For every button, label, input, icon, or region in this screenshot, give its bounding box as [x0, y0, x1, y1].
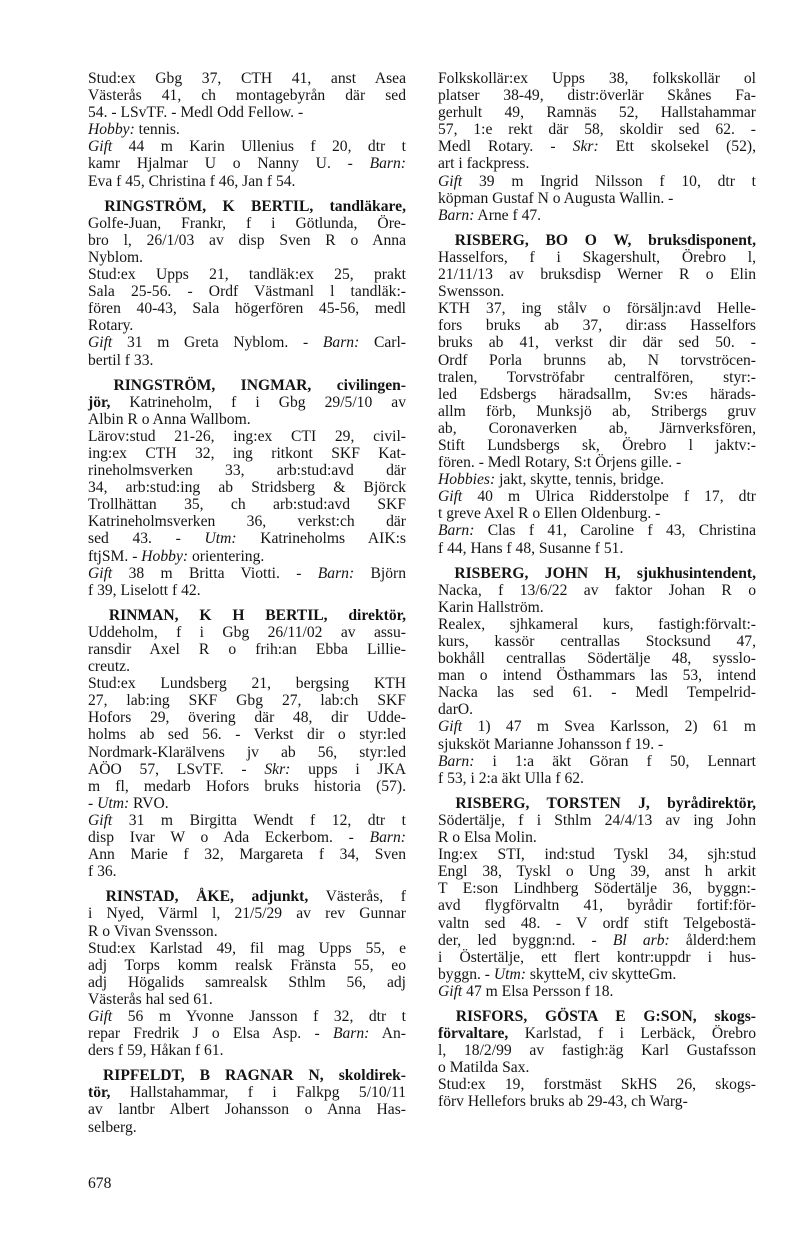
text-line: Nacka las sed 61. - Medl Tempelrid-: [438, 684, 756, 702]
text-line: Stud:ex Lundsberg 21, bergsing KTH: [88, 675, 406, 693]
text-line: t greve Axel R o Ellen Oldenburg. -: [438, 505, 661, 523]
text-line: RINGSTRÖM, K BERTIL, tandläkare,: [104, 197, 406, 215]
text-line: RISBERG, TORSTEN J, byrådirektör,: [455, 794, 756, 812]
text-line: Stud:ex Upps 21, tandläk:ex 25, prakt: [88, 266, 406, 284]
text-line: tralen, Torvströfabr centralfören, styr:-: [438, 368, 756, 386]
text-line: Albin R o Anna Wallbom.: [88, 410, 251, 428]
text-line: ab, Coronaverken ab, Järnverksfören,: [438, 419, 756, 437]
text-line: valtn sed 48. - V ordf stift Telgebostä-: [438, 914, 756, 932]
text-line: Gift 38 m Britta Viotti. - Barn: Björn: [88, 564, 407, 582]
text-line: sed 43. - Utm: Katrineholms AIK:s: [88, 530, 406, 548]
text-line: Karin Hallström.: [438, 598, 544, 616]
text-line: Gift 44 m Karin Ullenius f 20, dtr t: [88, 138, 406, 156]
entry-gap: [438, 557, 756, 565]
text-line: i Nyed, Värml l, 21/5/29 av rev Gunnar: [88, 905, 406, 923]
text-line: R o Elsa Molin.: [438, 829, 537, 847]
text-line: f 36.: [88, 863, 117, 881]
text-line: i Östertälje, ett flert kontr:uppdr i hus-: [438, 948, 756, 966]
text-line: allm förb, Munksjö ab, Stribergs gruv: [438, 402, 756, 420]
text-line: köpman Gustaf N o Augusta Wallin. -: [438, 189, 674, 207]
text-line: Nyblom.: [88, 248, 144, 266]
text-line: creutz.: [88, 658, 130, 676]
text-line: RISFORS, GÖSTA E G:SON, skogs-: [455, 1007, 756, 1025]
text-line: Västerås 41, ch montagebyrån där sed: [88, 87, 406, 105]
text-line: Gift 31 m Birgitta Wendt f 12, dtr t: [88, 811, 406, 829]
text-line: Gift 1) 47 m Svea Karlsson, 2) 61 m: [438, 718, 756, 736]
text-line: Sala 25-56. - Ordf Västmanl l tandläk:-: [88, 283, 406, 301]
text-line: Hobby: tennis.: [88, 121, 180, 139]
text-line: Eva f 45, Christina f 46, Jan f 54.: [88, 172, 296, 190]
text-line: avd flygförvaltn 41, byrådir fortif:för-: [438, 897, 756, 915]
text-line: förv Hellefors bruks ab 29-43, ch Warg-: [438, 1093, 688, 1111]
text-line: fors bruks ab 37, dir:ass Hasselfors: [438, 317, 756, 335]
text-line: AÖO 57, LSvTF. - Skr: upps i JKA: [88, 760, 407, 778]
text-line: RIPFELDT, B RAGNAR N, skoldirek-: [103, 1067, 406, 1085]
text-line: adj Högalids samrealsk Sthlm 56, adj: [88, 973, 406, 991]
text-line: RINGSTRÖM, INGMAR, civilingen-: [113, 376, 406, 394]
text-line: Stud:ex Karlstad 49, fil mag Upps 55, e: [88, 939, 406, 957]
text-line: 27, lab:ing SKF Gbg 27, lab:ch SKF: [88, 692, 406, 710]
left-column: [88, 70, 406, 1136]
text-line: man o intend Östhammars las 53, intend: [438, 667, 756, 685]
text-line: RISBERG, BO O W, bruksdisponent,: [454, 231, 756, 249]
text-line: Barn: Arne f 47.: [438, 206, 542, 224]
text-line: art i fackpress.: [438, 155, 530, 173]
text-line: fören. - Medl Rotary, S:t Örjens gille. -: [438, 454, 682, 472]
text-line: Rotary.: [88, 317, 134, 335]
text-line: f 53, i 2:a äkt Ulla f 62.: [438, 769, 584, 787]
text-line: Ing:ex STI, ind:stud Tyskl 34, sjh:stud: [438, 846, 756, 864]
text-line: platser 38-49, distr:överlär Skånes Fa-: [438, 87, 756, 105]
text-line: o Matilda Sax.: [438, 1059, 530, 1077]
text-line: Folkskollär:ex Upps 38, folkskollär ol: [438, 70, 756, 87]
text-line: ders f 59, Håkan f 61.: [88, 1042, 224, 1060]
text-line: rineholmsverken 33, arb:stud:avd där: [88, 462, 406, 480]
text-line: Gift 40 m Ulrica Ridderstolpe f 17, dtr: [438, 488, 756, 506]
text-line: RISBERG, JOHN H, sjukhusintendent,: [454, 564, 756, 582]
text-line: - Utm: RVO.: [88, 794, 169, 812]
entry-gap: [438, 224, 756, 232]
text-line: Nacka, f 13/6/22 av faktor Johan R o: [438, 581, 756, 599]
text-line: 21/11/13 av bruksdisp Werner R o Elin: [438, 266, 756, 284]
text-line: tör, Hallstahammar, f i Falkpg 5/10/11: [88, 1084, 406, 1102]
entry-gap: [88, 190, 406, 198]
text-line: 54. - LSvTF. - Medl Odd Fellow. -: [88, 104, 304, 122]
text-line: Barn: Clas f 41, Caroline f 43, Christina: [438, 522, 756, 540]
text-line: ing:ex CTH 32, ing ritkont SKF Kat-: [88, 444, 406, 462]
text-line: Södertälje, f i Sthlm 24/4/13 av ing John: [438, 811, 756, 829]
text-line: der, led byggn:nd. - Bl arb: ålderd:hem: [438, 931, 756, 949]
text-line: darO.: [438, 701, 474, 719]
text-line: Realex, sjhkameral kurs, fastigh:förvalt:-: [438, 615, 756, 633]
text-line: led Edsbergs häradsallm, Sv:es härads-: [438, 385, 756, 403]
page-number: 678: [88, 1175, 112, 1192]
text-line: Gift 47 m Elsa Persson f 18.: [438, 982, 614, 1000]
text-line: l, 18/2/99 av fastigh:äg Karl Gustafsson: [438, 1042, 756, 1060]
text-line: Stud:ex 19, forstmäst SkHS 26, skogs-: [438, 1076, 756, 1094]
text-line: Nordmark-Klarälvens jv ab 56, styr:led: [88, 743, 406, 761]
text-line: bro l, 26/1/03 av disp Sven R o Anna: [88, 231, 406, 249]
text-line: Stift Lundsbergs sk, Örebro l jaktv:-: [438, 436, 756, 454]
text-line: ftjSM. - Hobby: orientering.: [88, 547, 265, 565]
text-line: 34, arb:stud:ing ab Stridsberg & Björck: [88, 479, 406, 497]
text-line: Golfe-Juan, Frankr, f i Götlunda, Öre-: [88, 214, 406, 232]
right-column: [438, 70, 756, 1111]
text-line: Västerås hal sed 61.: [88, 990, 213, 1008]
text-line: kurs, kassör centrallas Stocksund 47,: [438, 633, 756, 650]
text-line: disp Ivar W o Ada Eckerbom. - Barn:: [88, 829, 406, 847]
text-line: KTH 37, ing stålv o försäljn:avd Helle-: [438, 300, 756, 318]
text-line: Medl Rotary. - Skr: Ett skolsekel (52),: [438, 138, 756, 156]
text-line: RINMAN, K H BERTIL, direktör,: [108, 606, 406, 624]
text-line: sjuksköt Marianne Johansson f 19. -: [438, 735, 664, 753]
text-line: f 39, Liselott f 42.: [88, 581, 201, 599]
entry-gap: [88, 369, 406, 377]
text-line: adj Torps komm realsk Fränsta 55, eo: [88, 956, 406, 974]
text-line: gerhult 49, Ramnäs 52, Hallstahammar: [438, 104, 756, 122]
text-line: R o Vivan Svensson.: [88, 922, 218, 940]
text-line: m fl, medarb Hofors bruks historia (57).: [88, 777, 406, 795]
text-line: Hobbies: jakt, skytte, tennis, bridge.: [438, 471, 665, 489]
text-line: Swensson.: [438, 283, 505, 301]
text-line: fören 40-43, Sala högerfören 45-56, medl: [88, 300, 406, 318]
entry-gap: [88, 599, 406, 607]
text-line: selberg.: [88, 1118, 137, 1136]
text-line: Trollhättan 35, ch arb:stud:avd SKF: [88, 496, 406, 514]
text-line: bruks ab 41, verkst dir där sed 50. -: [438, 334, 756, 352]
text-line: byggn. - Utm: skytteM, civ skytteGm.: [438, 965, 677, 983]
text-line: Katrineholmsverken 36, verkst:ch där: [88, 513, 406, 531]
text-line: Ann Marie f 32, Margareta f 34, Sven: [88, 846, 406, 864]
text-line: bokhåll centrallas Södertälje 48, sysslo-: [438, 650, 756, 668]
text-line: av lantbr Albert Johansson o Anna Has-: [88, 1101, 406, 1119]
entry-gap: [438, 787, 756, 795]
text-line: kamr Hjalmar U o Nanny U. - Barn:: [88, 155, 406, 173]
text-line: Stud:ex Gbg 37, CTH 41, anst Asea: [88, 70, 406, 87]
text-line: Lärov:stud 21-26, ing:ex CTI 29, civil-: [88, 427, 406, 445]
entry-gap: [88, 880, 406, 888]
text-line: Gift 39 m Ingrid Nilsson f 10, dtr t: [438, 172, 756, 190]
text-line: Gift 31 m Greta Nyblom. - Barn: Carl-: [88, 334, 406, 352]
text-line: Hasselfors, f i Skagershult, Örebro l,: [438, 248, 756, 266]
text-line: holms ab sed 56. - Verkst dir o styr:led: [88, 726, 406, 744]
text-line: Barn: i 1:a äkt Göran f 50, Lennart: [438, 752, 756, 770]
text-line: repar Fredrik J o Elsa Asp. - Barn: An-: [88, 1025, 406, 1043]
text-line: 57, 1:e rekt där 58, skoldir sed 62. -: [438, 121, 756, 139]
text-line: bertil f 33.: [88, 351, 154, 369]
text-line: RINSTAD, ÅKE, adjunkt, Västerås, f: [105, 888, 407, 906]
text-line: ransdir Axel R o frih:an Ebba Lillie-: [88, 641, 406, 658]
text-line: jör, Katrineholm, f i Gbg 29/5/10 av: [88, 393, 406, 411]
text-line: förvaltare, Karlstad, f i Lerbäck, Örebro: [438, 1025, 756, 1043]
text-line: Hofors 29, övering där 48, dir Udde-: [88, 709, 406, 727]
text-line: Ordf Porla brunns ab, N torvströcen-: [438, 351, 756, 369]
entry-gap: [88, 1059, 406, 1067]
text-line: Gift 56 m Yvonne Jansson f 32, dtr t: [88, 1007, 406, 1025]
text-line: f 44, Hans f 48, Susanne f 51.: [438, 539, 624, 557]
text-line: T E:son Lindhberg Södertälje 36, byggn:-: [438, 880, 756, 898]
text-line: Engl 38, Tyskl o Ung 39, anst h arkit: [438, 863, 756, 881]
entry-gap: [438, 1000, 756, 1008]
text-line: Uddeholm, f i Gbg 26/11/02 av assu-: [88, 623, 406, 641]
